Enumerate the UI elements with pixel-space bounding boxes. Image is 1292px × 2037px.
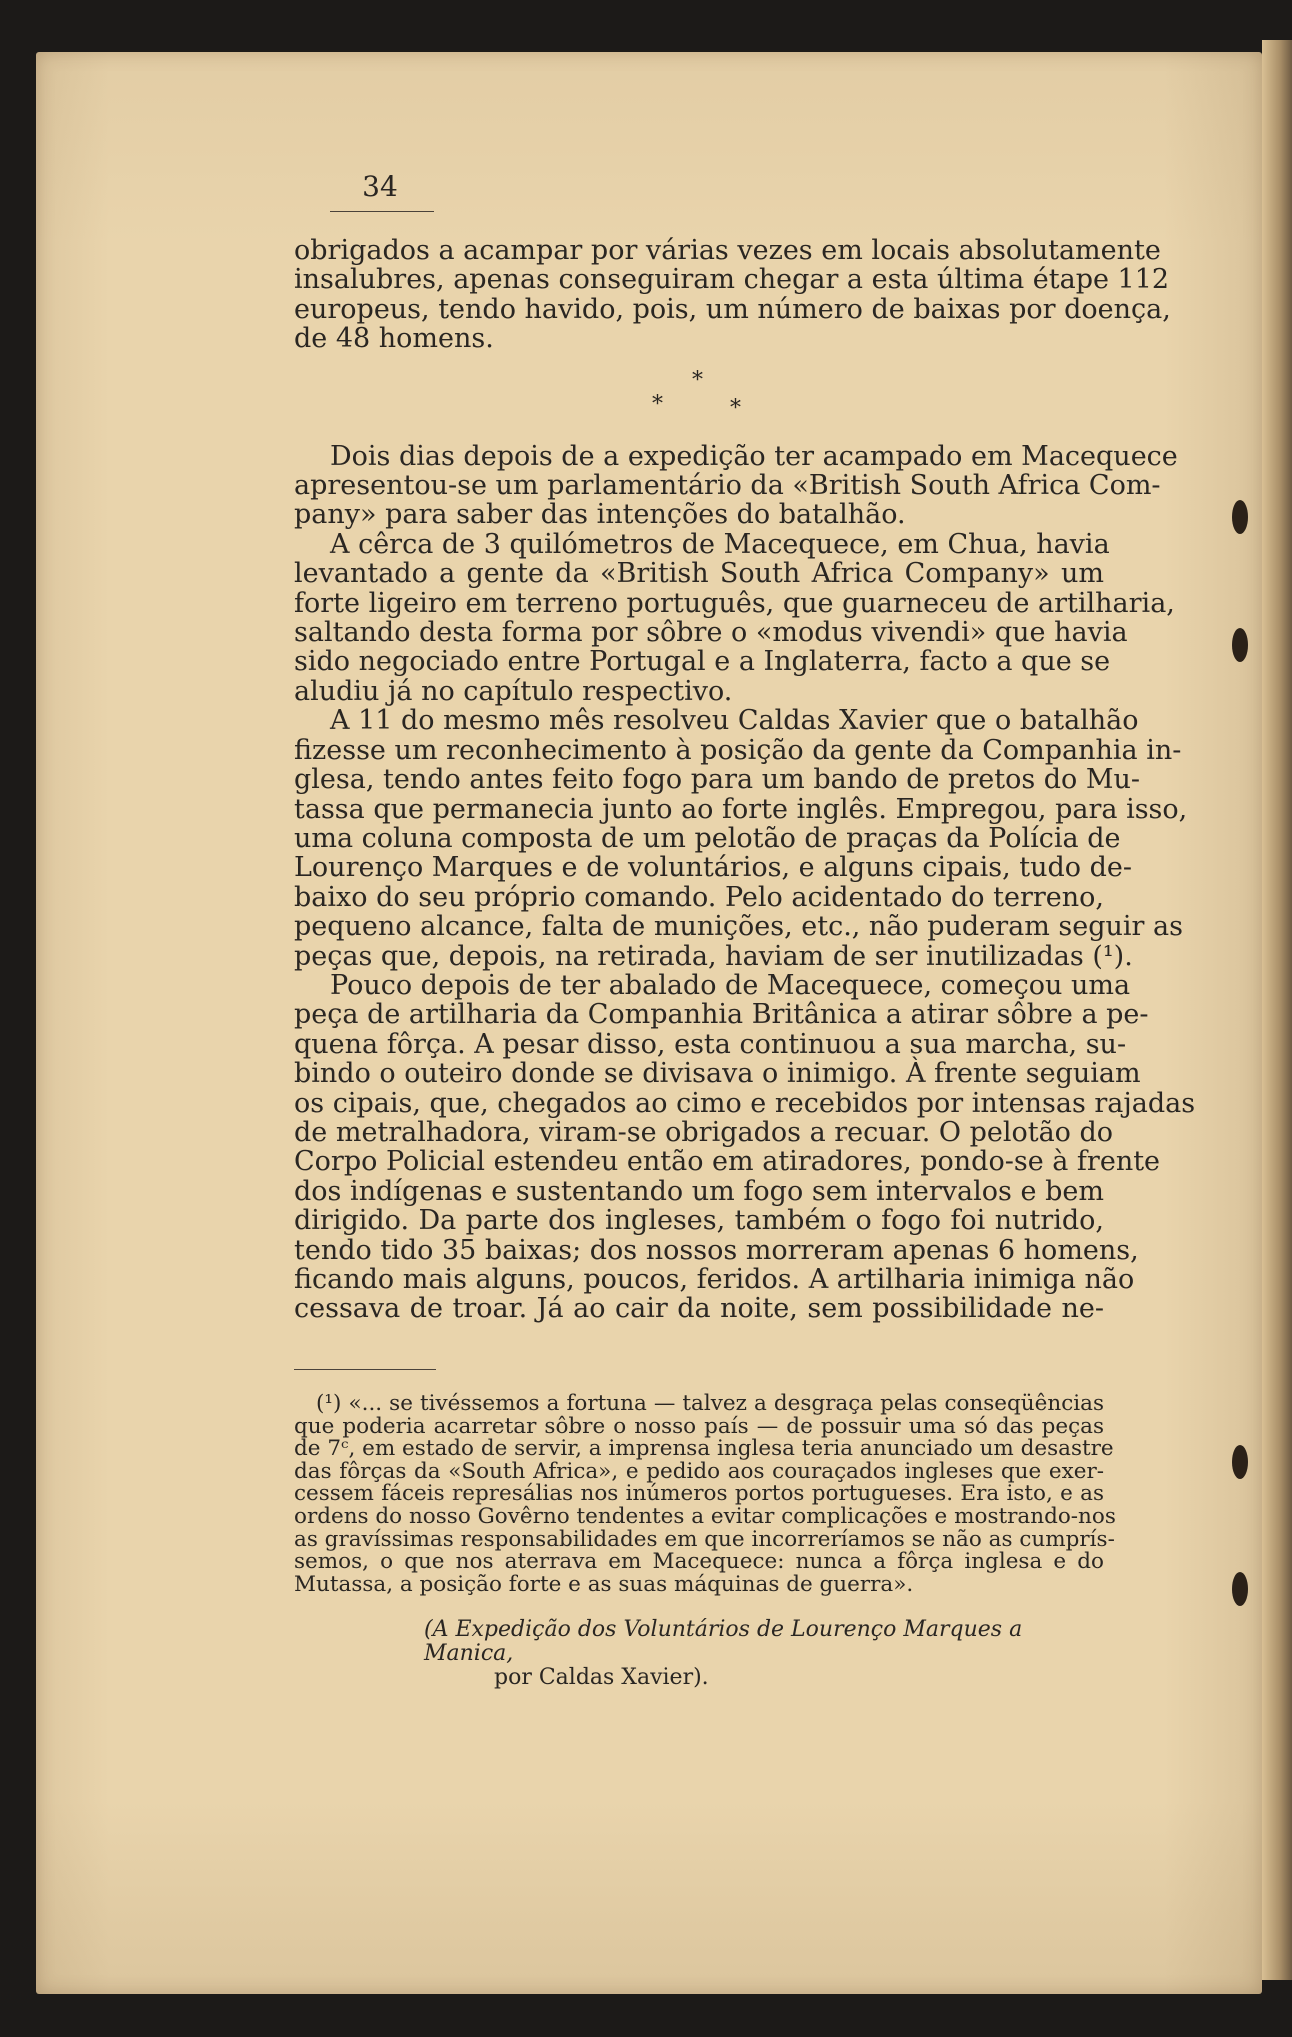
text-line: dirigido. Da parte dos ingleses, também o fogo foi nutrido, (294, 1205, 1104, 1237)
text-line: de metralhadora, viram-se obrigados a recuar. O pelotão do (294, 1116, 1114, 1148)
text-line: europeus, tendo havido, pois, um número de baixas por doença, (294, 293, 1171, 325)
text-line: Corpo Policial estendeu então em atiradores, pondo-se à frente (294, 1146, 1161, 1178)
page-number: 34 (362, 170, 398, 203)
text-line: obrigados a acampar por várias vezes em locais absolutamente (294, 235, 1161, 266)
text-line: baixo do seu próprio comando. Pelo acidentado do terreno, (294, 881, 1104, 913)
paragraph (294, 528, 1175, 707)
section-separator (640, 368, 760, 428)
text-line: cessava de troar. Já ao cair da noite, sem possibilidade ne- (294, 1293, 1104, 1325)
text-line: peças que, depois, na retirada, haviam de ser inutilizadas (¹). (294, 940, 1133, 972)
page-fold-edge (1262, 40, 1292, 1980)
text-line: bindo o outeiro donde se divisava o inimigo. À frente seguiam (294, 1058, 1141, 1090)
footnote-line: semos, o que nos aterrava em Macequece: nunca a fôrça inglesa e do (294, 1549, 1104, 1575)
text-line: A 11 do mesmo mês resolveu Caldas Xavier que o batalhão (330, 705, 1139, 737)
footnote (294, 1391, 1116, 1597)
text-line: peça de artilharia da Companhia Britânica a atirar sôbre a pe- (294, 999, 1149, 1031)
text-line: insalubres, apenas conseguiram chegar a esta última étape 112 (294, 264, 1170, 296)
footnote-line: das fôrças da «South Africa», e pedido aos couraçados ingleses que exer- (294, 1458, 1104, 1484)
header-rule (330, 211, 434, 212)
text-line: tassa que permanecia junto ao forte inglês. Empregou, para isso, (294, 793, 1188, 825)
paragraph (294, 235, 1171, 355)
text-line: glesa, tendo antes feito fogo para um bando de pretos do Mu- (294, 764, 1141, 796)
footnote-line: que poderia acarretar sôbre o nosso país — de possuir uma só das peças (294, 1413, 1104, 1439)
footnote-source (294, 1618, 1104, 1690)
binding-hole (1232, 1445, 1248, 1479)
binding-hole (1232, 500, 1248, 534)
asterisk: * (692, 368, 703, 393)
footnote-line: ordens do nosso Govêrno tendentes a evitar complicações e mostrando-nos (294, 1503, 1116, 1529)
text-line: apresentou-se um parlamentário da «British South Africa Com- (294, 470, 1161, 502)
footnote-line: de 7ᶜ, em estado de servir, a imprensa inglesa teria anunciado um desastre (294, 1436, 1114, 1462)
footnote-line: Mutassa, a posição forte e as suas máquinas de guerra». (294, 1571, 914, 1597)
text-line: fizesse um reconhecimento à posição da gente da Companhia in- (294, 734, 1182, 766)
asterisk: * (730, 396, 741, 421)
text-line: aludiu já no capítulo respectivo. (294, 675, 733, 707)
paragraph (294, 705, 1188, 972)
binding-hole (1232, 628, 1248, 662)
text-line: forte ligeiro em terreno português, que guarneceu de artilharia, (294, 587, 1175, 619)
footnote-line: cessem fáceis represálias nos inúmeros portos portugueses. Era isto, e as (294, 1481, 1104, 1507)
binding-hole (1232, 1572, 1248, 1606)
text-line: pequeno alcance, falta de munições, etc., não puderam seguir as (294, 911, 1183, 943)
text-line: de 48 homens. (294, 323, 494, 355)
source-title: (A Expedição dos Voluntários de Lourenço Marques a Manica, (424, 1617, 1023, 1666)
text-line: Dois dias depois de a expedição ter acampado em Macequece (330, 440, 1178, 472)
footnote-rule (294, 1369, 436, 1370)
paragraph (294, 969, 1196, 1325)
footnote-line: as gravíssimas responsabilidades em que incorreríamos se não as cumprís- (294, 1526, 1115, 1552)
text-line: os cipais, que, chegados ao cimo e recebidos por intensas rajadas (294, 1087, 1196, 1119)
text-line: quena fôrça. A pesar disso, esta continuou a sua marcha, su- (294, 1028, 1127, 1060)
asterisk: * (652, 392, 663, 417)
text-line: levantado a gente da «British South Africa Company» um (294, 558, 1104, 590)
text-line: A cêrca de 3 quilómetros de Macequece, em Chua, havia (330, 528, 1110, 560)
text-line: saltando desta forma por sôbre o «modus vivendi» que havia (294, 617, 1128, 649)
text-line: Lourenço Marques e de voluntários, e alguns cipais, tudo de- (294, 852, 1132, 884)
text-line: ficando mais alguns, poucos, feridos. A artilharia inimiga não (294, 1264, 1135, 1295)
text-line: dos indígenas e sustentando um fogo sem intervalos e bem (294, 1175, 1104, 1207)
text-line: pany» para saber das intenções do batalhão. (294, 499, 906, 531)
source-author: por Caldas Xavier). (494, 1665, 709, 1690)
text-line: tendo tido 35 baixas; dos nossos morreram apenas 6 homens, (294, 1234, 1139, 1266)
text-line: uma coluna composta de um pelotão de praças da Polícia de (294, 822, 1121, 854)
paragraph (294, 440, 1178, 531)
text-line: sido negociado entre Portugal e a Inglaterra, facto a que se (294, 646, 1111, 678)
footnote-line: (¹) «... se tivéssemos a fortuna — talvez a desgraça pelas conseqüências (316, 1391, 1104, 1416)
text-line: Pouco depois de ter abalado de Macequece, começou uma (330, 969, 1131, 1001)
